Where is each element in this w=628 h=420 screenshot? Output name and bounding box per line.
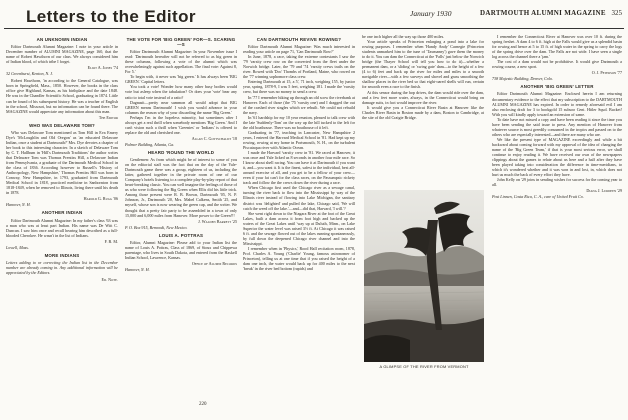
letter-signature: Eliot A. Jones '74 xyxy=(87,65,118,71)
letter-address: Hanover, N. H. xyxy=(6,202,31,208)
letter-text: Dagnasit—pretty near summon all would adopt that BIG GREEN means Dartmouth! I wish you would advance in your columns the reason why of your discarding the name 'Big Green.' xyxy=(125,99,237,115)
letter-text: Editor Dartmouth Alumni Magazine: Enclosed herein I am returning documentary evidence to the effect that my subscription to the DARTMOUTH ALUMNI MAGAZINE has expired. In order to remedy aforesaid evil I am also enclosing draft for 3 to bookgold 15 subsoo Cent. Hitler Squd. Bucket! With you will kindly apply toward an extension of same. xyxy=(492,91,622,117)
letter-text: To begin with, it never was 'big green.' It has always been 'BIG GREEN.' Capital letters. xyxy=(125,74,237,85)
letter-address: Hanover, N. H. xyxy=(125,266,150,272)
letter-address: 738 Majestic Building, Denver, Colo. xyxy=(492,76,554,82)
letter-text: Graduating in '77, teaching in Lancaster, New Hampshire 2 years, I entered the Harvard Medical School in '81. Had kept up my rowing, rowing at my home in Portsmouth, N. H., on the turbulent Piscataqua river with Atlantic Ocean. xyxy=(243,129,355,150)
letter-text: The cost of a dam would not be prohibitive. It would give Dartmouth a rowing course, a new sport. xyxy=(492,59,622,70)
letter-address: Palmer Building, Atlanta, Ga. xyxy=(125,141,175,147)
letter-signature: Harold G. Rugg '06 xyxy=(83,196,118,202)
letter-text: To date have not missed a copy and have been reading it since the time you have been sending the said issue to press. Any mention of Hanover from whatever source is most greedily consumed in the tropics and passed on to the others who are especially interested—and there are many who are. xyxy=(492,116,622,137)
letter-text: She went right down to the Niagara River at the foot of the Great Lakes, built a dam across it from foot high and backed up the waters of the Great Lakes until 'way up at Duluth, Minn., on Lake Superior the water level was raised 3½ ft. At Chicago it was raised 6 ft. and the sewage flowed out of the lakes running spontaneously, by full down the deepened Chicago river channel and into the Mississippi. xyxy=(243,210,355,246)
letter-signature: The Editor xyxy=(98,114,118,120)
letter-text: I remember when in 'Physics,' Rood Hall recitation room, 1878, Prof. Charles A. Young ('Charlie' Young, famous astronomer of Princeton), telling us at one time that if you raised the height of a dam one inch, the water would back up for 400 miles to the next 'break' in the river bed bottom (rapids) and xyxy=(243,245,355,272)
letter-signature: O. J. Peterson '77 xyxy=(591,70,622,76)
letter-text: Editor Dartmouth Alumni Magazine: I note in your article in December number of ALUMNI MAGAZINE, page 160, that the name of Robert Hawthorn of our class. We always considered him of Indian blood, of which tribe I forget. xyxy=(6,44,118,65)
letter-address: Post Linnen, Costa Rica, C. A., care of United Fruit Co. xyxy=(492,194,584,200)
letter-text: Editor Dartmouth Alumni Magazine: In your November issue I read: 'Dartmouth hereafter will not be referred to as big green in these columns, following a vote of the alumni which was overwhelmingly against such appellation. The final vote: Against 8, For 5.' xyxy=(125,49,237,75)
column-2 xyxy=(125,34,237,410)
page-title: Letters to the Editor xyxy=(26,7,196,26)
letter-text: Editor Dartmouth Alumni Magazine: Was much interested in reading your article on page 71, 'Can Dartmouth Row?' xyxy=(243,44,355,55)
issue-date: January 1930 xyxy=(410,9,452,18)
river-photo-image xyxy=(364,190,484,362)
heading-more-indians: MORE INDIANS xyxy=(44,252,80,258)
heading-revive-rowing: CAN DARTMOUTH REVIVE ROWING? xyxy=(256,37,342,42)
column-5 xyxy=(492,34,622,410)
column-4 xyxy=(362,34,484,188)
column-3 xyxy=(243,34,355,410)
heading-louis-pottras: LOUIS A. POTTRAS xyxy=(158,232,204,238)
page-number: 220 xyxy=(199,402,207,407)
letter-text: In '77 I remember hiking up through an old scow the riverbank at Hanover. Each of those (the '75 'varsity one) and I dragged the out of the crashed river singles which we rebuilt. We could not rebuild the navy. xyxy=(243,94,355,115)
letter-signature: Office of Alumni Records xyxy=(191,260,237,266)
title-rule xyxy=(4,28,624,29)
magazine-name: DARTMOUTH ALUMNI MAGAZINE xyxy=(480,9,606,17)
column-1 xyxy=(6,34,118,410)
letter-text: It would give you a Connecticut River Basin at Hanover like the Charles River Basin in Boston made by a dam, Boston to Cambridge, at the site of the old Craigie Bridge. xyxy=(362,104,484,120)
heading-heard-round-world: HEARD 'ROUND THE WORLD xyxy=(147,149,215,155)
letter-signature: F. B. M. xyxy=(104,238,118,244)
letter-signature: Allan C. Gottschaldt '18 xyxy=(191,135,237,141)
letter-text: Editor Dartmouth Alumni Magazine: In my father's class '63 was a man who was at least part Indian. His name was De Witt C. Duncan. I saw him once and recall hearing him described as a full-blooded Cherokee. He wasn't in the list of Indians. xyxy=(6,217,118,238)
letter-text: In '61 hardship for my 10 year reunion, pleased to talk crew with the late 'Suddenly-Tom' on the way up the hill tucked to the left for the old boathouse. There was no boathouse of it left. xyxy=(243,114,355,130)
editor-note: Letters adding to or correcting the Indian list in the December number are already coming in. Any additional information will be appreciated by the Editors. xyxy=(6,259,118,275)
letter-text: John Kelly on '29 joins in sending wishes for success for the coming year to all. xyxy=(492,177,622,188)
heading-delaware-tom: WHO WAS DELAWARE TOM? xyxy=(29,122,95,128)
heading-unknown-indian: AN UNKNOWN INDIAN xyxy=(36,37,88,42)
letter-text: You took a vote! Wonder how many other busy bodies would vote but asleep when the tabulation? Or does your 'vote' bear any ratio to total vote instead of a ratio? xyxy=(125,84,237,100)
letter-text: Entering Dartmouth at 15, a 5', 71 inch, weighing 155, by junior year, spring, 1878-9, I was 5 feet, weighing 181. I made the 'varsity crew, but there was no money to send a crew. xyxy=(243,79,355,95)
letter-text: Who was Delaware Tom mentioned as Tom Hill in Eva Emery Dye's 'McLoughlin and Old Oregon' as 'an educated Delaware Indian, once a student at Dartmouth?' Mrs. Dye devotes a chapter of her book to this interesting character. In a sketch of Delaware Tom by C. T. Hallbum in 'Hill's Dartmouth Traditions' the author writes that Delaware Tom was Thomas Prentiss Hill, a Delaware Indian from Pennsylvania, a graduate of the Dartmouth Medical School in the class of 1836. According however to Russell's 'History of Anthropology, New Hampshire,' Thomas Prentiss Hill was born in Conway, New Hampshire, in 1793, graduated from Dartmouth Medical School in 1818, practiced medicine in Sanbornton from 1818-1849, when he removed to Illinois, living there until his death in 1878. xyxy=(6,129,118,196)
letter-text: At this sensor during the hop drives, the dam would ride over the dam, and a few feet more water, always, in the Connecticut would bring on damage suits, in fact would improve the river. xyxy=(362,89,484,105)
heading-another-indian: ANOTHER INDIAN xyxy=(41,210,83,216)
photo-caption: A GLIMPSE OF THE RIVER FROM VERMONT xyxy=(379,364,469,369)
letter-address: 32 Greenhurst, Kenton, N. J. xyxy=(6,71,54,77)
letter-text: Gentlemen: As from which might be of interest to some of you on the editorial staff was the fact that on the day of the Yale-Dartmouth game there was a group, eighteen of us, including the latter, gathered together in the private room of one of our Company's hotels listening to a complete play-by-play report of that heart-breaking classic. You can well imagine the feelings of those of us who were following the Big Green when Ellis did his little trick. Among those present were R. B. Brown, Dartmouth '05, N. P. Johnson, Jr., Dartmouth '20, Mrs. Mabel Calkens, Smith '25, and myself, whose son is now wearing the green cap, and the writer. We thought that a pretty fair party to be assembled in a town of only 15,000 and 6,000 miles from Hanover. More power to the Green!!! xyxy=(125,157,237,218)
letter-signature: Diana J. Lurdeen '29 xyxy=(586,188,622,194)
letter-text: be one inch higher all the way up those 400 miles. xyxy=(362,34,445,39)
letter-text: Your article speaks of Princeton enlarging a pond into a lake for rowing purposes. I remember when 'Handy Andy' Carnegie (Princeton students unmarked him to the tune of 'Taxmanny') gave them the money to do it. You can dam the Connecticut at the 'Falls' just below the Norwich bridge (the Thayer School will tell you how to do it)—whether a permanent dam, or a 'sliding' or 'swing gate' dam—to the height of a few (4 to 6) feet and back up the river for miles and miles to a smooth navigable river—with a few surveys and shovel and grass smoothing the shallow places in the river bed so that eight-oared shells will run, certain for smooth even a race to the finish. xyxy=(362,39,484,90)
heading-another-big-green: ANOTHER 'BIG GREEN' LETTER xyxy=(520,84,594,90)
editor-note-signature: Ed. Note. xyxy=(101,276,118,282)
letter-text: I remember the Connecticut River at Hanover was over 10 ft. during the spring freshet. A dam 4 to 6 ft. high at the Falls would give us a splendid basin for rowing and hence at 5 to 15 ft. of high water in the spring to carry the logs of the spring drive over the dam. The Falls are not wide. I have seen a single log across the channel there a 'jam.' xyxy=(492,34,622,60)
letter-text: Perhaps I'm in the hopeless minority, but sometimes after I always get a real thrill when somebody mentions 'Big Green.' And I can't vision such a thrill when 'Greenies' or 'Indians' is offered to replace the old and cherished one. xyxy=(125,114,237,135)
letter-text: In June, 1878, a race, taking the extreme contestants I saw the '79 'varsity crew row on the converted from the fleet under the Norwich bridge. Later, the '79 and '74 'varsity crews trails on the river. Rowed with 'Doc' Thombs of Portland, Maine, who rowed on the '77 winning sophomore class crew. xyxy=(243,54,355,80)
letter-address: P. O. Box 915, Bemoodi, New Mexico. xyxy=(125,224,188,230)
letter-text: Robert Hawthorn, 'in according to the General Catalogue, was born in Springfield, Mass., 1850. However, the books in the class office give Highland, Kansas, as his birthplace and the date 1848. He was in the Chandler Scientific School, graduating in 1874. Little can be found of his subsequent history. He was a teacher of English in the school, Missouri, but no information can be found there. The MAGAZINE would appreciate any information about this man. xyxy=(6,78,118,114)
letter-signature: J. Walden Barrett '25 xyxy=(198,218,237,224)
letter-text: I made the Harvard 'varsity crew in '81. We raced at Hanover, it was once and Yale licked us 8 seconds in another four mile race. So I know about shell racing. You can have it at Dartmouth if you want it, and—you want it. It is the finest, safest to the individual, best all-around exercise of all, and you get to be a fellow of your crew—even if your fat can't for the class races, on the Passumpsic rickety track and follow the the crews down the river during a race. xyxy=(243,150,355,186)
river-photograph xyxy=(364,190,484,362)
letter-text: Editor, Alumni Magazine: Please add to your Indian list the name of Louis A. Pottras, Class of 1869, of Sioux and Chippewa parentage, who lives in South Dakota, and entered from the Haskell Indian School, Lawrence, Kansas. xyxy=(125,239,237,260)
letter-address: Lowell, Mass. xyxy=(6,244,29,250)
letter-text: When Chicago first used the Chicago river as a sewage canal, turning the river back to flow into the Mississippi by way of the Illinois river instead of flowing into Lake Michigan, the sanitary district was 'delighted' and pulled the lake, Chicago said, 'We will catch the weed off the lake.'—and—did that, Harvard, 'I will.'? xyxy=(243,185,355,211)
letter-text: We like the present type of MAGAZINE exceedingly and while a bit backward about coming forward with my approval of the idea of changing the name of the 'Big Green Team,' if that is your most serious error, we shall continue to enjoy reading it. We have received our own of the newspapers clippings about the games to relate about us here and a half after they have been played taking into consideration the difference in time-meridians, to which it's wondered whether and it was won in and lost, in, which does not hurt us much the back of every effort they have. xyxy=(492,136,622,178)
heading-big-green-vote: THE VOTE FOR 'BIG GREEN' FOR—S. SCARING—S xyxy=(126,37,236,48)
header-page-number: 325 xyxy=(611,9,622,17)
